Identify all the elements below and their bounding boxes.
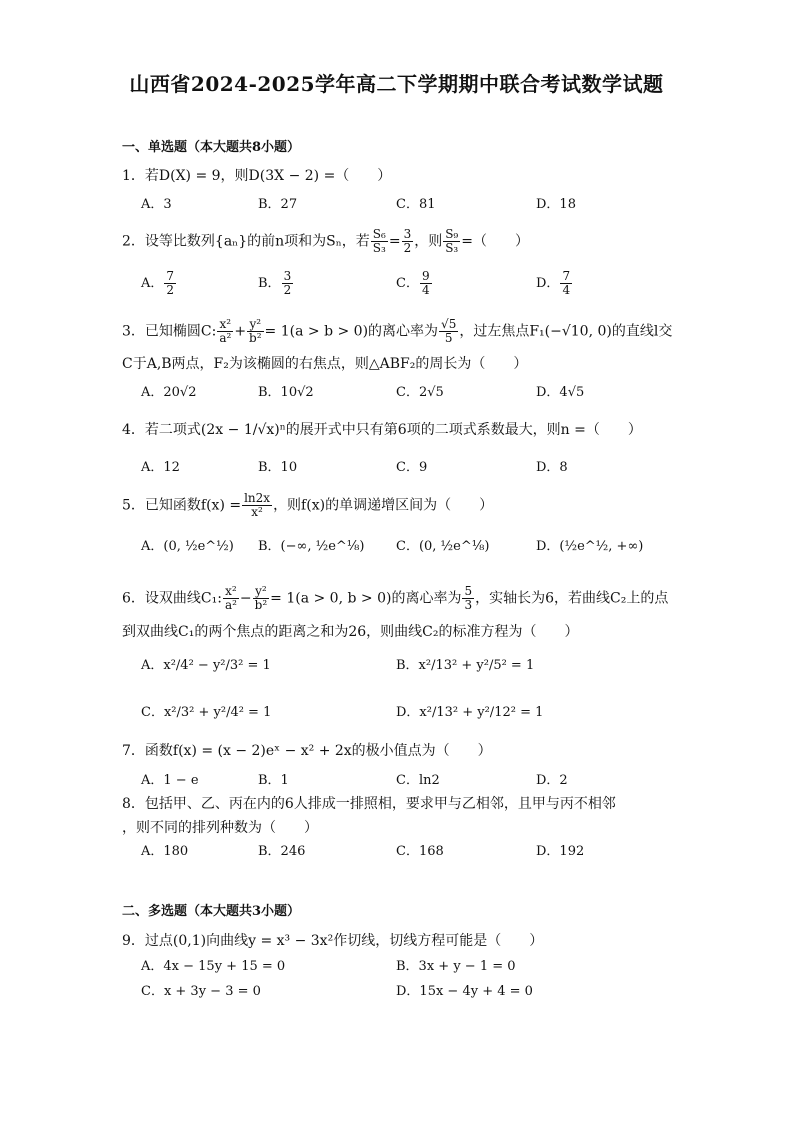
q2-option-d: D． $\frac{7}{4}$ <box>536 269 571 297</box>
q5-option-a: A．(0, ½e^½) <box>141 539 234 554</box>
q9-option-b: B．3x + y − 1 = 0 <box>396 959 516 974</box>
question-5-stem: 5．已知函数f(x) = $\frac{\ln 2x}{\text{x²}}$ ，则f(x)的单调递增区间为（ ） <box>122 491 494 519</box>
q9-option-d: D．15x − 4y + 4 = 0 <box>396 984 533 999</box>
question-8-stem-line-1: 8．包括甲、乙、丙在内的6人排成一排照相，要求甲与乙相邻，且甲与丙不相邻 <box>122 796 616 812</box>
q2-option-a: A． $\frac{7}{2}$ <box>141 269 175 297</box>
q4-option-a: A．12 <box>141 460 180 475</box>
q5-option-c: C．(0, ½e^⅛) <box>396 539 490 554</box>
q3-option-a: A．20√2 <box>141 385 197 400</box>
q2-fraction-s6-s3: $\frac{\text{S₆}}{\text{S₃}}$ <box>372 227 386 255</box>
question-3-stem-line-2: C于A,B两点，F₂为该椭圆的右焦点，则△ABF₂的周长为（ ） <box>122 356 528 372</box>
q7-option-b: B．1 <box>258 773 289 788</box>
q2-fraction-3-2: $\frac{3}{2}$ <box>403 227 412 255</box>
question-3-stem-line-1: 3．已知椭圆C: $\frac{\text{x²}}{\text{a²}}$ + $\frac{\text{y²}}{\text{b²}}$ = 1(a > b > 0)的离心率为 $\frac{√5}{5}$ ，过左焦点F₁(−√10, 0)的直线l交 <box>122 317 673 345</box>
question-4-stem: 4．若二项式(2x − 1/√x)ⁿ的展开式中只有第6项的二项式系数最大，则n =（ ） <box>122 422 642 438</box>
q6-option-d: D．x²/13² + y²/12² = 1 <box>396 705 544 720</box>
q2-option-b: B． $\frac{3}{2}$ <box>258 269 292 297</box>
question-9-stem: 9．过点(0,1)向曲线y = x³ − 3x²作切线，切线方程可能是（ ） <box>122 933 544 949</box>
q7-option-d: D．2 <box>536 773 568 788</box>
question-6-stem-line-1: 6．设双曲线C₁: $\frac{\text{x²}}{\text{a²}}$ − $\frac{\text{y²}}{\text{b²}}$ = 1(a > 0, b > 0)的离心率为 $\frac{5}{3}$ ，实轴长为6，若曲线C₂上的点 <box>122 584 669 612</box>
q6-option-a: A．x²/4² − y²/3² = 1 <box>141 658 271 673</box>
q4-option-b: B．10 <box>258 460 298 475</box>
question-6-stem-line-2: 到双曲线C₁的两个焦点的距离之和为26，则曲线C₂的标准方程为（ ） <box>122 624 579 640</box>
section-heading-single-choice: 一、单选题（本大题共8小题） <box>122 140 301 155</box>
q2-stem-part-c: =（ ） <box>461 233 529 250</box>
question-2-stem: 2．设等比数列{aₙ}的前n项和为Sₙ，若 $\frac{\text{S₆}}{\text{S₃}}$ = $\frac{3}{2}$ ，则 $\frac{\text{S₉}}{\text{S₃}}$ =（ ） <box>122 227 529 255</box>
q6-option-b: B．x²/13² + y²/5² = 1 <box>396 658 535 673</box>
q1-option-d: D．18 <box>536 197 576 212</box>
q3-option-d: D．4√5 <box>536 385 585 400</box>
q8-option-d: D．192 <box>536 844 585 859</box>
q3-option-c: C．2√5 <box>396 385 444 400</box>
q6-option-c: C．x²/3² + y²/4² = 1 <box>141 705 272 720</box>
q1-option-b: B．27 <box>258 197 298 212</box>
question-8-stem-line-2: ，则不同的排列种数为（ ） <box>122 820 318 836</box>
q9-option-a: A．4x − 15y + 15 = 0 <box>141 959 286 974</box>
question-7-stem: 7．函数f(x) = (x − 2)eˣ − x² + 2x的极小值点为（ ） <box>122 743 492 759</box>
q1-option-c: C．81 <box>396 197 436 212</box>
q8-option-a: A．180 <box>141 844 189 859</box>
q3-option-b: B．10√2 <box>258 385 314 400</box>
q2-option-c: C． $\frac{9}{4}$ <box>396 269 430 297</box>
q4-option-c: C．9 <box>396 460 428 475</box>
q8-option-b: B．246 <box>258 844 306 859</box>
page-title: 山西省2024-2025学年高二下学期期中联合考试数学试题 <box>129 72 664 96</box>
q2-fraction-s9-s3: $\frac{\text{S₉}}{\text{S₃}}$ <box>445 227 459 255</box>
q8-option-c: C．168 <box>396 844 444 859</box>
q4-option-d: D．8 <box>536 460 568 475</box>
q2-stem-part-a: 2．设等比数列{aₙ}的前n项和为Sₙ，若 <box>122 233 370 250</box>
q4-binomial-expression: (2x − 1/√x)ⁿ <box>200 422 286 438</box>
q7-option-c: C．ln2 <box>396 773 440 788</box>
q1-option-a: A．3 <box>141 197 172 212</box>
q5-option-d: D．(½e^½, +∞) <box>536 539 644 554</box>
q2-stem-part-b: ，则 <box>414 233 443 250</box>
q9-option-c: C．x + 3y − 3 = 0 <box>141 984 261 999</box>
q5-option-b: B．(−∞, ½e^⅛) <box>258 539 365 554</box>
question-1-stem: 1．若D(X) = 9，则D(3X − 2) =（ ） <box>122 168 392 184</box>
q7-option-a: A．1 − e <box>141 773 199 788</box>
section-heading-multiple-choice: 二、多选题（本大题共3小题） <box>122 904 301 919</box>
